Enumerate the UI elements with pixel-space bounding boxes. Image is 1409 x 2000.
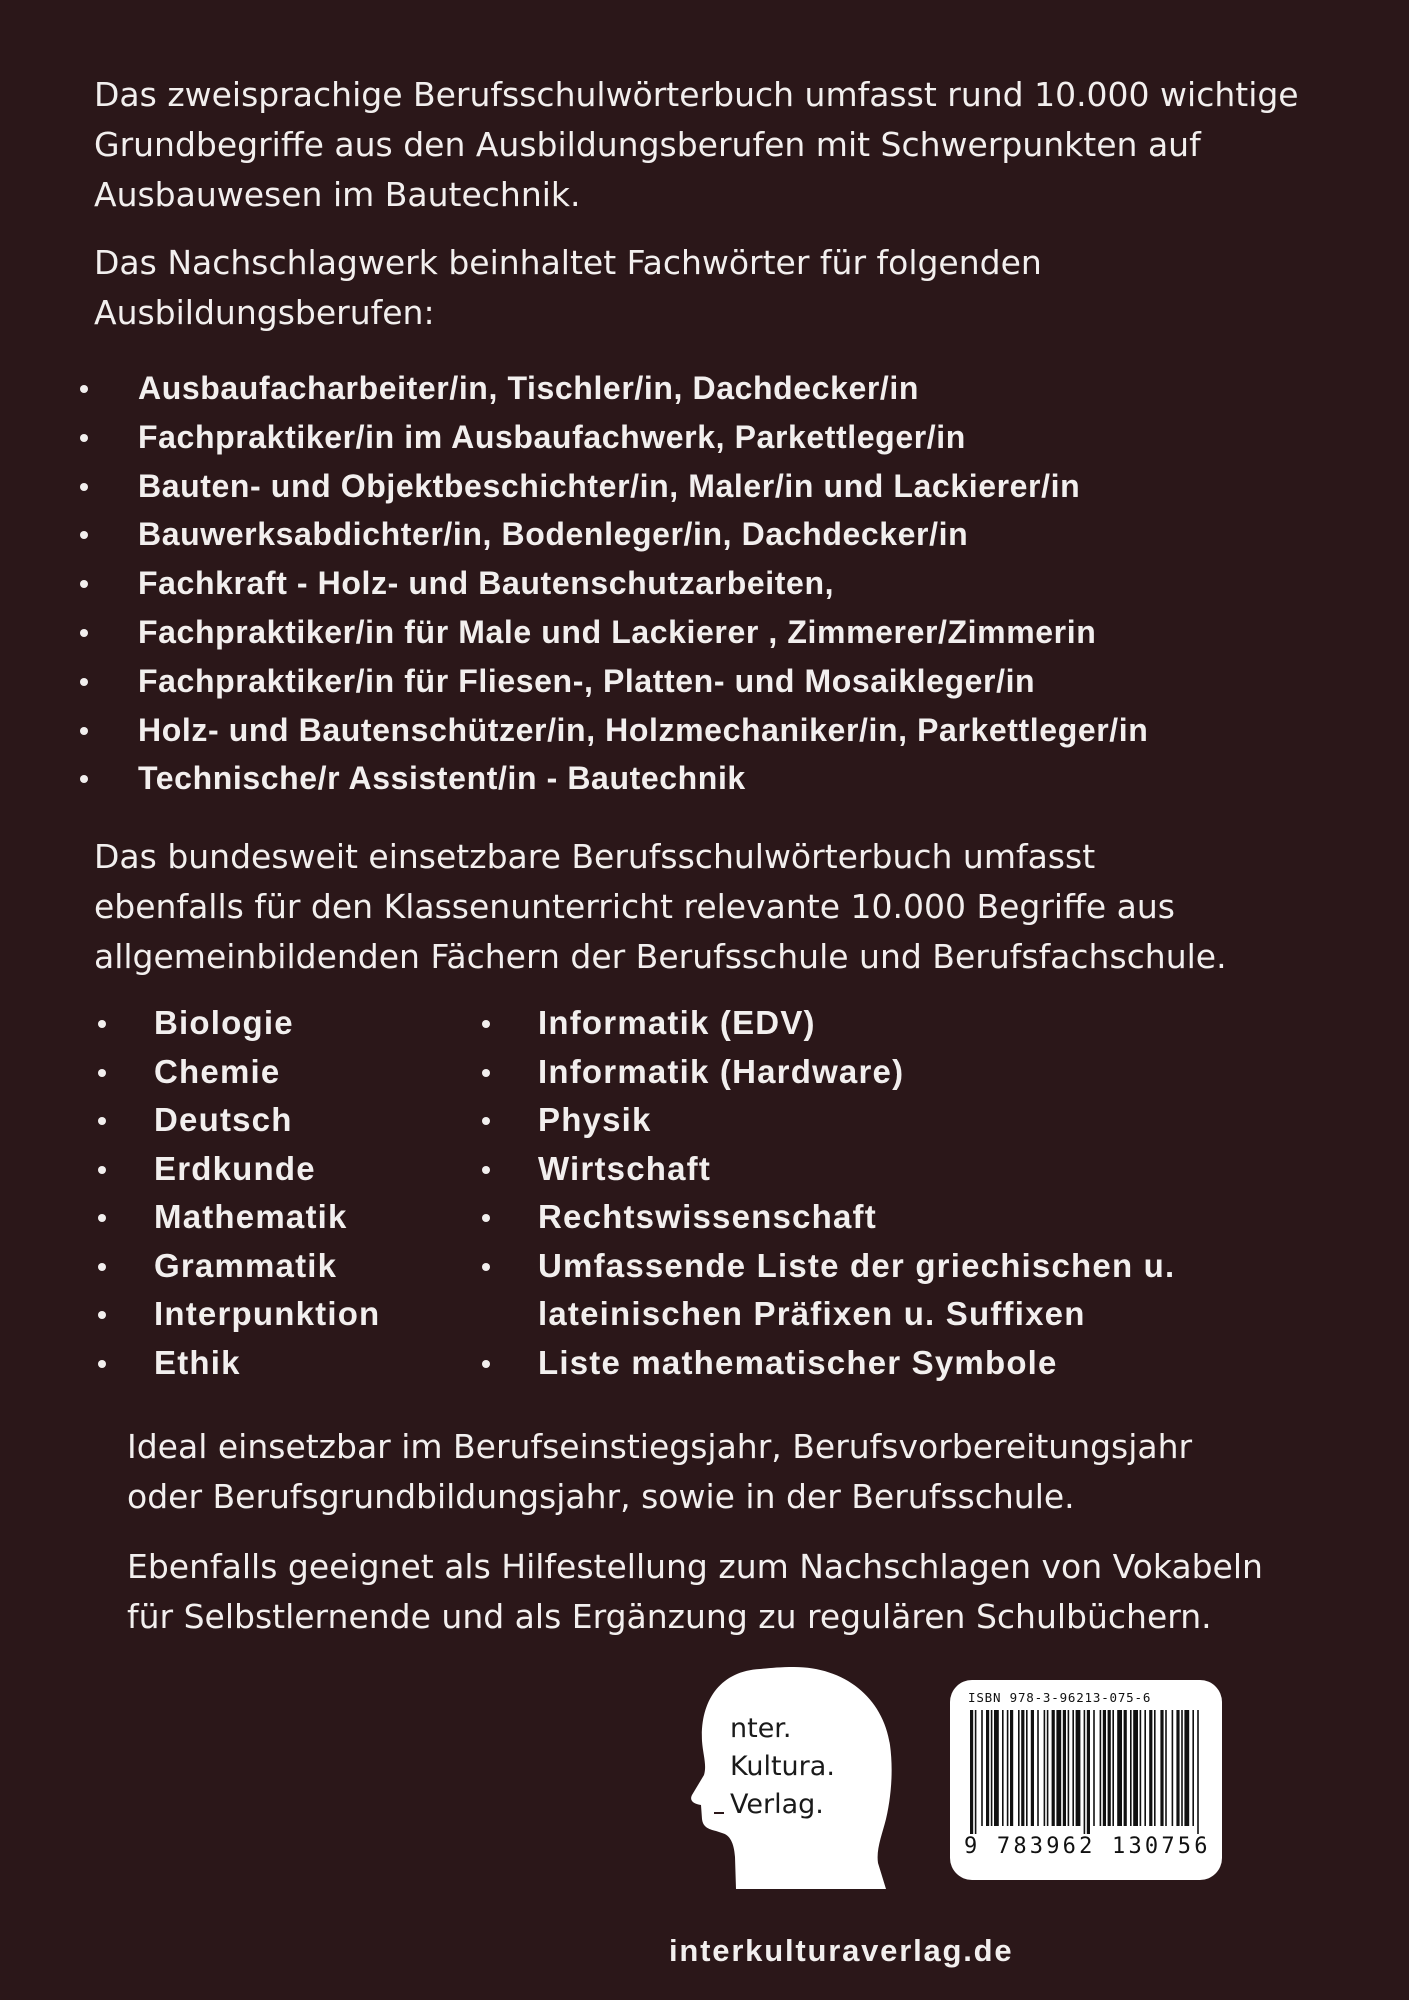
- list-item: Holz- und Bautenschützer/in, Holzmechaniker/in, Parkettleger/in: [78, 706, 1148, 755]
- list-item: Fachpraktiker/in für Fliesen-, Platten- und Mosaikleger/in: [78, 657, 1148, 706]
- barcode-bar: [1007, 1710, 1009, 1826]
- list-item-continuation: lateinischen Präfixen u. Suffixen: [538, 1295, 1086, 1332]
- list-item: Mathematik: [96, 1193, 380, 1242]
- list-item: Biologie: [96, 999, 380, 1048]
- barcode-bar: [1160, 1710, 1163, 1826]
- barcode-bar: [1133, 1710, 1138, 1826]
- barcode-bar: [1063, 1710, 1066, 1826]
- list-item: Liste mathematischer Symbole: [480, 1339, 1175, 1388]
- barcode-bar: [1010, 1710, 1013, 1826]
- list-item: Fachpraktiker/in für Male und Lackierer , Zimmerer/Zimmerin: [78, 608, 1148, 657]
- barcode-bar: [1149, 1710, 1152, 1826]
- subjects-list-left: [96, 999, 380, 1387]
- barcode-bar: [1068, 1710, 1070, 1826]
- barcode-bar: [994, 1710, 999, 1826]
- list-item: Umfassende Liste der griechischen u.: [480, 1242, 1175, 1291]
- barcode-bar: [1154, 1710, 1156, 1826]
- barcode-bar: [1197, 1710, 1199, 1834]
- barcode-bar: [991, 1710, 993, 1826]
- barcode-bar: [986, 1710, 989, 1826]
- barcode-bars: [968, 1710, 1204, 1834]
- barcode-bar: [1140, 1710, 1142, 1826]
- barcode-bar: [1181, 1710, 1183, 1826]
- list-item: Technische/r Assistent/in - Bautechnik: [78, 754, 1148, 803]
- list-item: Bauwerksabdichter/in, Bodenleger/in, Dachdecker/in: [78, 510, 1148, 559]
- list-item: Ethik: [96, 1339, 380, 1388]
- list-item: Bauten- und Objektbeschichter/in, Maler/in und Lackierer/in: [78, 462, 1148, 511]
- barcode-bar: [1072, 1710, 1074, 1826]
- list-item: Grammatik: [96, 1242, 380, 1291]
- list-item: Erdkunde: [96, 1145, 380, 1194]
- list-item: Chemie: [96, 1048, 380, 1097]
- subjects-list-right: [480, 999, 1175, 1387]
- barcode-bar: [1052, 1710, 1055, 1826]
- list-item: Fachpraktiker/in im Ausbaufachwerk, Parkettleger/in: [78, 413, 1148, 462]
- barcode-bar: [1184, 1710, 1189, 1826]
- professions-list: [78, 364, 1148, 803]
- barcode-bar: [981, 1710, 983, 1826]
- list-item: Deutsch: [96, 1096, 380, 1145]
- publisher-line: nter.: [730, 1713, 792, 1744]
- barcode-bar: [1144, 1710, 1146, 1826]
- barcode-bar: [1165, 1710, 1167, 1826]
- ideal-paragraph: Ideal einsetzbar im Berufseinstiegsjahr, Berufsvorbereitungsjahr oder Berufsgrundbildungsjahr, sowie in der Berufsschule.: [127, 1427, 1193, 1516]
- barcode-bar: [1026, 1710, 1028, 1826]
- barcode-bar: [975, 1710, 977, 1834]
- general-paragraph: Das bundesweit einsetzbare Berufsschulwörterbuch umfasst ebenfalls für den Klassenunterricht relevante 10.000 Begriffe aus allgemeinbildenden Fächern der Berufsschule und Berufsfachschule.: [94, 837, 1227, 976]
- list-item: Wirtschaft: [480, 1145, 1175, 1194]
- barcode-bar: [1124, 1710, 1127, 1826]
- list-item: Interpunktion: [96, 1290, 380, 1339]
- barcode-bar: [1100, 1710, 1102, 1826]
- barcode-bar: [1087, 1710, 1090, 1834]
- barcode-bar: [1037, 1710, 1039, 1826]
- publisher-logo-text: [730, 1710, 835, 1824]
- isbn-label: ISBN 978-3-96213-075-6: [968, 1690, 1152, 1705]
- barcode-bar: [1076, 1710, 1081, 1826]
- website-url: interkulturaverlag.de: [669, 1933, 1014, 1968]
- barcode-bar: [1172, 1710, 1174, 1826]
- barcode-bar: [1093, 1710, 1095, 1826]
- barcode-bar: [1130, 1710, 1132, 1826]
- barcode-bar: [970, 1710, 973, 1834]
- list-item: Informatik (Hardware): [480, 1048, 1175, 1097]
- barcode-bar: [1056, 1710, 1061, 1826]
- professions-lead: Das Nachschlagwerk beinhaltet Fachwörter für folgenden Ausbildungsberufen:: [94, 243, 1042, 332]
- list-item: Rechtswissenschaft: [480, 1193, 1175, 1242]
- also-paragraph: Ebenfalls geeignet als Hilfestellung zum Nachschlagen von Vokabeln für Selbstlernende und als Ergänzung zu regulären Schulbüchern.: [127, 1547, 1263, 1636]
- barcode-bar: [1021, 1710, 1024, 1826]
- barcode-bar: [1176, 1710, 1179, 1826]
- barcode-bar: [1192, 1710, 1194, 1826]
- barcode-bar: [1112, 1710, 1114, 1826]
- intro-paragraph: Das zweisprachige Berufsschulwörterbuch umfasst rund 10.000 wichtige Grundbegriffe aus den Ausbildungsberufen mit Schwerpunkten auf Ausbauwesen im Bautechnik.: [94, 75, 1299, 214]
- barcode-bar: [1031, 1710, 1034, 1826]
- barcode-number: 9 783962 130756: [964, 1834, 1211, 1859]
- barcode-bar: [1117, 1710, 1122, 1826]
- list-item: Informatik (EDV): [480, 999, 1175, 1048]
- publisher-line: Kultura.: [730, 1751, 835, 1782]
- barcode-bar: [1084, 1710, 1086, 1834]
- barcode-bar: [1018, 1710, 1020, 1826]
- isbn-barcode: [950, 1680, 1222, 1880]
- list-item: Fachkraft - Holz- und Bautenschutzarbeiten,: [78, 559, 1148, 608]
- barcode-bar: [1047, 1710, 1049, 1826]
- barcode-bar: [1044, 1710, 1046, 1826]
- list-item: Physik: [480, 1096, 1175, 1145]
- barcode-bar: [1002, 1710, 1004, 1826]
- publisher-line: Verlag.: [730, 1789, 824, 1820]
- barcode-bar: [1103, 1710, 1106, 1826]
- list-item: Ausbaufacharbeiter/in, Tischler/in, Dachdecker/in: [78, 364, 1148, 413]
- barcode-bar: [1108, 1710, 1111, 1826]
